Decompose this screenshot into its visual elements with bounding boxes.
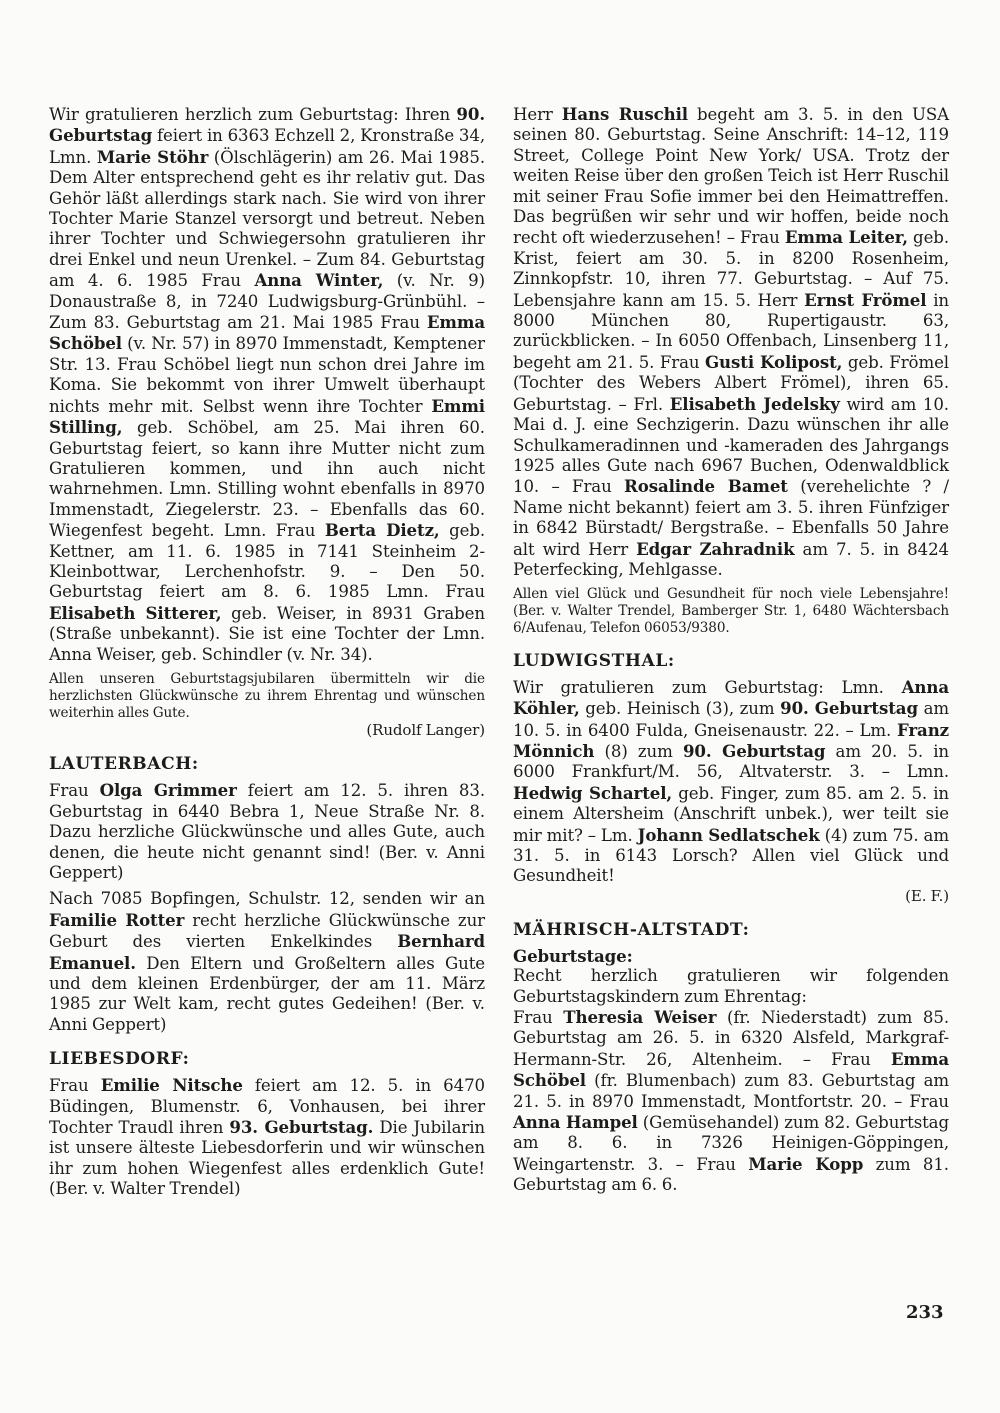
bold-name: Familie Rotter <box>49 909 185 930</box>
bold-name: Hedwig Schartel, <box>513 782 673 803</box>
bold-name: 90. Geburtstag <box>682 740 826 761</box>
bold-name: Ernst Frömel <box>804 289 927 310</box>
paragraph: Wir gratulieren zum Geburtstag: Lmn. Anna Köhler, geb. Heinisch (3), zum 90. Geburtstag am 10. 5. in 6400 Fulda, Gneisenaustr. 22. – Lm. Franz Mönnich (8) zum 90. Geburtstag am 20. 5. in 6000 Frankfurt/M. 56, Altvaterstr. 3. – Lmn. Hedwig Schartel, geb. Finger, zum 85. am 2. 5. in einem Altersheim (Anschrift unbek.), wer teilt sie mir mit? – Lm. Johann Sedlatschek (4) zum 75. am 31. 5. in 6143 Lorsch? Allen viel Glück und Gesundheit! <box>513 676 949 886</box>
section-heading-ludwigsthal: LUDWIGSTHAL: <box>513 650 675 671</box>
signature: (Rudolf Langer) <box>366 721 485 740</box>
birthday-paragraph: Herr Hans Ruschil begeht am 3. 5. in den USA seinen 80. Geburtstag. Seine Anschrift: 14–12, 119 Street, College Point New York/ USA. Trotz der weiten Reise über den großen Teich ist Herr Ruschil mit seiner Frau Sofie immer bei den Heimattreffen. Das begrüßen wir sehr und wir hoffen, beide noch recht oft wiederzusehen! – Frau Emma Leiter, geb. Krist, feiert am 30. 5. in 8200 Rosenheim, Zinnkopfstr. 10, ihren 77. Geburtstag. – Auf 75. Lebensjahre kann am 15. 5. Herr Ernst Frömel in 8000 München 80, Rupertigaustr. 63, zurückblicken. – In 6050 Offenbach, Linsenberg 11, begeht am 21. 5. Frau Gusti Kolipost, geb. Frömel (Tochter des Webers Albert Frömel), ihren 65. Geburtstag. – Frl. Elisabeth Jedelsky wird am 10. Mai d. J. eine Sechzigerin. Dazu wünschen ihr alle Schulkameradinnen und -kameraden des Jahrgangs 1925 alles Gute nach 6967 Buchen, Odenwaldblick 10. – Frau Rosalinde Bamet (verehelichte ? / Name nicht bekannt) feiert am 3. 5. ihren Fünfziger in 6842 Bürstadt/ Bergstraße. – Ebenfalls 50 Jahre alt wird Herr Edgar Zahradnik am 7. 5. in 8424 Peterfecking, Mehlgasse. <box>513 104 950 579</box>
bold-name: 93. Geburtstag. <box>229 1117 374 1138</box>
bold-name: Marie Stöhr <box>96 146 209 167</box>
bold-name: Olga Grimmer <box>99 780 237 801</box>
bold-name: Berta Dietz, <box>324 520 440 541</box>
paragraph: Frau Olga Grimmer feiert am 12. 5. ihren 83. Geburtstag in 6440 Bebra 1, Neue Straße Nr. 8. Dazu herzliche Glückwünsche und alles Gute, auch denen, die heute nicht genannt sind! (Ber. v. Anni Geppert) <box>49 780 486 882</box>
subheading: Geburtstage: <box>513 945 633 966</box>
bold-name: Rosalinde Bamet <box>624 476 788 497</box>
bold-name: Emmi Stilling, <box>49 395 485 438</box>
bold-name: Johann Sedlatschek <box>637 824 820 845</box>
bold-name: 90. Geburtstag <box>49 104 485 146</box>
page-number: 233 <box>906 1302 944 1323</box>
bold-name: 90. Geburtstag <box>780 698 918 719</box>
section-heading-lauterbach: LAUTERBACH: <box>49 754 199 775</box>
birthday-paragraph: Wir gratulieren herzlich zum Geburtstag: Ihren 90. Geburtstag feiert in 6363 Echzell 2, Kronstraße 34, Lmn. Marie Stöhr (Ölschlägerin) am 26. Mai 1985. Dem Alter entsprechend geht es ihr relativ gut. Das Gehör läßt allerdings stark nach. Sie wird von ihrer Tochter Marie Stanzel versorgt und betreut. Neben ihrer Tochter und Schwiegersohn gratulieren ihr drei Enkel und neun Urenkel. – Zum 84. Geburtstag am 4. 6. 1985 Frau Anna Winter, (v. Nr. 9) Donaustraße 8, in 7240 Ludwigsburg-Grünbühl. – Zum 83. Geburtstag am 21. Mai 1985 Frau Emma Schöbel (v. Nr. 57) in 8970 Immenstadt, Kemptener Str. 13. Frau Schöbel liegt nun schon drei Jahre im Koma. Sie bekommt von ihrer Umwelt überhaupt nichts mehr mit. Selbst wenn ihre Tochter Emmi Stilling, geb. Schöbel, am 25. Mai ihren 60. Geburtstag feiert, so kann ihre Mutter nicht zum Gratulieren kommen, und ihn auch nicht wahrnehmen. Lmn. Stilling wohnt ebenfalls in 8970 Immenstadt, Ziegelerstr. 23. – Ebenfalls das 60. Wiegenfest begeht. Lmn. Frau Berta Dietz, geb. Kettner, am 11. 6. 1985 in 7141 Steinheim 2-Kleinbottwar, Lerchenhofstr. 9. – Den 50. Geburtstag feiert am 8. 6. 1985 Lmn. Frau Elisabeth Sitterer, geb. Weiser, in 8931 Graben (Straße unbekannt). Sie ist eine Tochter der Lmn. Anna Weiser, geb. Schindler (v. Nr. 34). <box>49 104 486 664</box>
bold-name: Anna Köhler, <box>513 676 949 719</box>
section-heading-maehrisch-altstadt: MÄHRISCH-ALTSTADT: <box>513 919 750 940</box>
bold-name: Anna Hampel <box>513 1112 638 1133</box>
paragraph: Recht herzlich gratulieren wir folgenden Geburtstagskindern zum Ehrentag: <box>513 966 949 1006</box>
bold-name: Anna Winter, <box>254 270 384 291</box>
greeting-note: Allen viel Glück und Gesundheit für noch viele Lebensjahre! (Ber. v. Walter Trendel, Bamberger Str. 1, 6480 Wächtersbach 6/Aufenau, Telefon 06053/9380. <box>513 586 949 636</box>
bold-name: Gusti Kolipost, <box>704 351 843 372</box>
bold-name: Edgar Zahradnik <box>636 538 795 559</box>
section-heading-liebesdorf: LIEBESDORF: <box>49 1049 190 1070</box>
greeting-note: Allen unseren Geburtstagsjubilaren übermitteln wir die herzlichsten Glückwünsche zu ihrem Ehrentag und wünschen weiterhin alles Gute. <box>49 670 485 721</box>
bold-name: Emma Schöbel <box>513 1048 949 1091</box>
bold-name: Bernhard Emanuel. <box>49 931 485 973</box>
paragraph: Nach 7085 Bopfingen, Schulstr. 12, senden wir an Familie Rotter recht herzliche Glückwünsche zur Geburt des vierten Enkelkindes Bernhard Emanuel. Den Eltern und Großeltern alles Gute und dem kleinen Erdenbürger, der am 11. März 1985 zur Welt kam, recht gutes Gedeihen! (Ber. v. Anni Geppert) <box>49 889 485 1034</box>
bold-name: Theresia Weiser <box>563 1007 717 1028</box>
paragraph: Frau Theresia Weiser (fr. Niederstadt) zum 85. Geburtstag am 26. 5. in 6320 Alsfeld, Markgraf-Hermann-Str. 26, Altenheim. – Frau Emma Schöbel (fr. Blumenbach) zum 83. Geburtstag am 21. 5. in 8970 Immenstadt, Montfortstr. 20. – Frau Anna Hampel (Gemüsehandel) zum 82. Geburtstag am 8. 6. in 7326 Heinigen-Göppingen, Weingartenstr. 3. – Frau Marie Kopp zum 81. Geburtstag am 6. 6. <box>513 1007 949 1195</box>
bold-name: Franz Mönnich <box>513 719 949 761</box>
bold-name: Emilie Nitsche <box>100 1075 243 1096</box>
bold-name: Hans Ruschil <box>561 104 688 124</box>
bold-name: Emma Leiter, <box>784 227 908 248</box>
bold-name: Marie Kopp <box>748 1153 864 1174</box>
signature: (E. F.) <box>905 886 949 905</box>
paragraph: Frau Emilie Nitsche feiert am 12. 5. in 6470 Büdingen, Blumenstr. 6, Vonhausen, bei ihrer Tochter Traudl ihren 93. Geburtstag. Die Jubilarin ist unsere älteste Liebesdorferin und wir wünschen ihr zum hohen Wiegenfest alles erdenklich Gute! (Ber. v. Walter Trendel) <box>49 1075 485 1199</box>
bold-name: Emma Schöbel <box>49 312 485 354</box>
left-column <box>49 104 485 1206</box>
bold-name: Elisabeth Sitterer, <box>49 602 222 623</box>
bold-name: Elisabeth Jedelsky <box>669 393 840 414</box>
right-column <box>513 104 949 1202</box>
